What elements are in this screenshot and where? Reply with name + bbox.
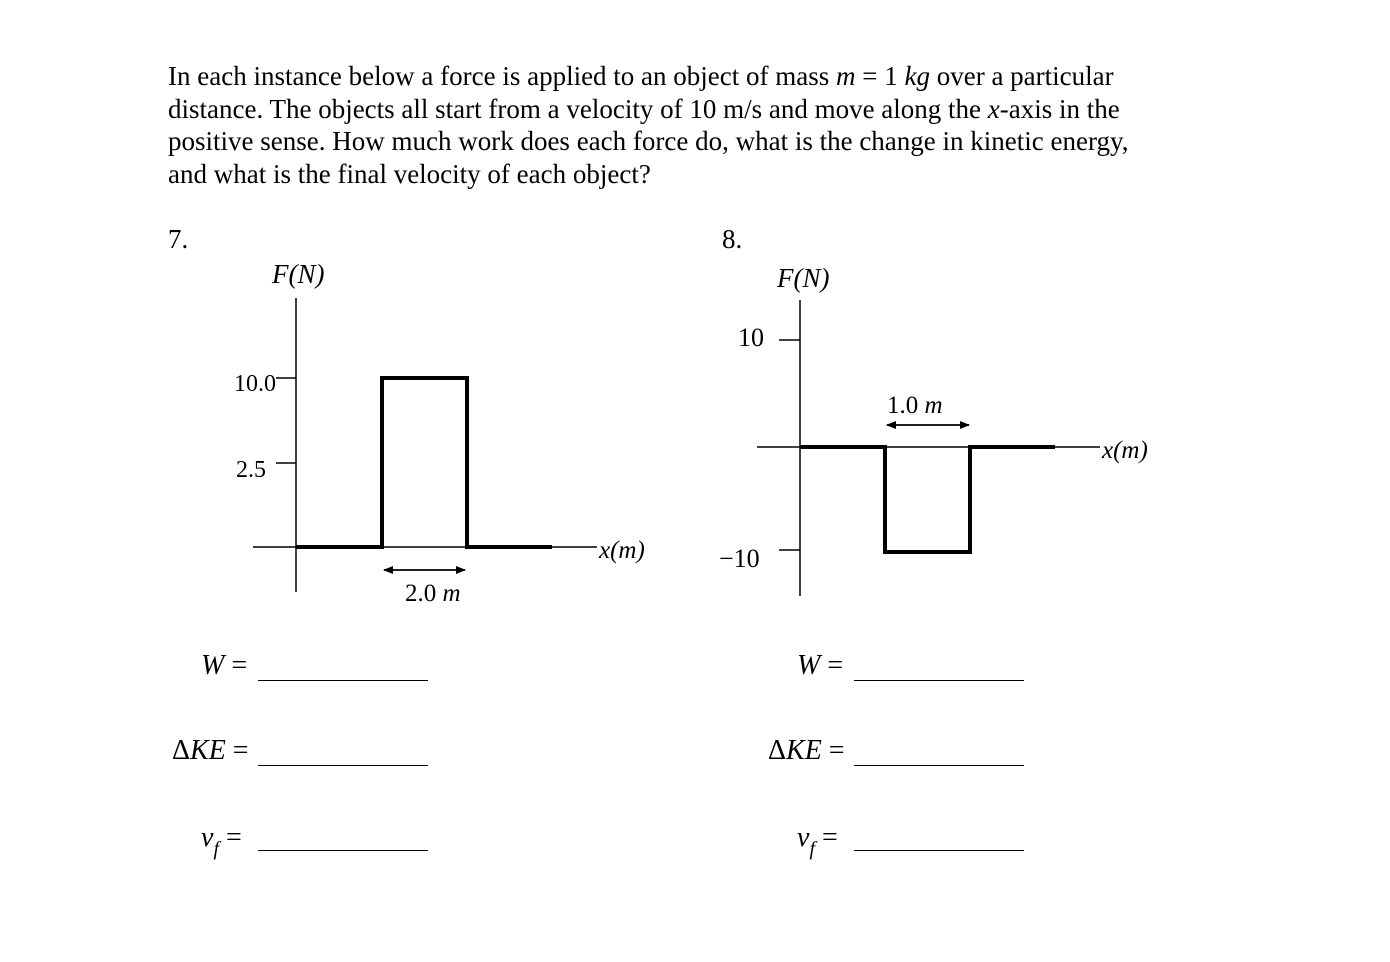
- delta-ke-label-7: ΔKE =: [172, 735, 249, 766]
- problem-8-number: 8.: [722, 224, 743, 254]
- y-axis-label-8: F(N): [777, 263, 830, 293]
- vf-blank-7[interactable]: [258, 850, 428, 851]
- work-label-8: W =: [797, 650, 844, 681]
- vf-blank-8[interactable]: [854, 850, 1024, 851]
- force-curve-8: [800, 447, 1055, 552]
- intro-line-4: and what is the final velocity of each object?: [168, 158, 651, 189]
- width-label-7: 2.0 m: [405, 580, 461, 607]
- tick-label-2-5-7: 2.5: [236, 457, 266, 483]
- delta-ke-blank-7[interactable]: [258, 765, 428, 766]
- delta-ke-blank-8[interactable]: [854, 765, 1024, 766]
- work-blank-7[interactable]: [258, 680, 428, 681]
- vf-label-8: $v_f$ =: [797, 822, 838, 860]
- y-axis-label-7: F(N): [272, 259, 325, 289]
- width-label-8: 1.0 m: [887, 392, 943, 419]
- vf-label-7: $v_f$ =: [201, 822, 242, 860]
- intro-line-3: positive sense. How much work does each force do, what is the change in kinetic energy,: [168, 126, 1129, 156]
- x-axis-label-7: x(m): [599, 537, 645, 564]
- work-blank-8[interactable]: [854, 680, 1024, 681]
- work-label-7: W =: [201, 650, 248, 681]
- tick-label-10-7: 10.0: [234, 371, 276, 397]
- delta-ke-label-8: ΔKE =: [768, 735, 845, 766]
- tick-label-minus-10-8: −10: [719, 544, 760, 573]
- intro-line-1: In each instance below a force is applied to an object of mass m = 1 kg over a particular: [168, 61, 1114, 91]
- tick-label-10-8: 10: [738, 323, 764, 352]
- x-axis-label-8: x(m): [1102, 437, 1148, 464]
- problem-7-number: 7.: [168, 224, 189, 254]
- intro-line-2: distance. The objects all start from a velocity of 10 m/s and move along the x-axis in the: [168, 93, 1120, 124]
